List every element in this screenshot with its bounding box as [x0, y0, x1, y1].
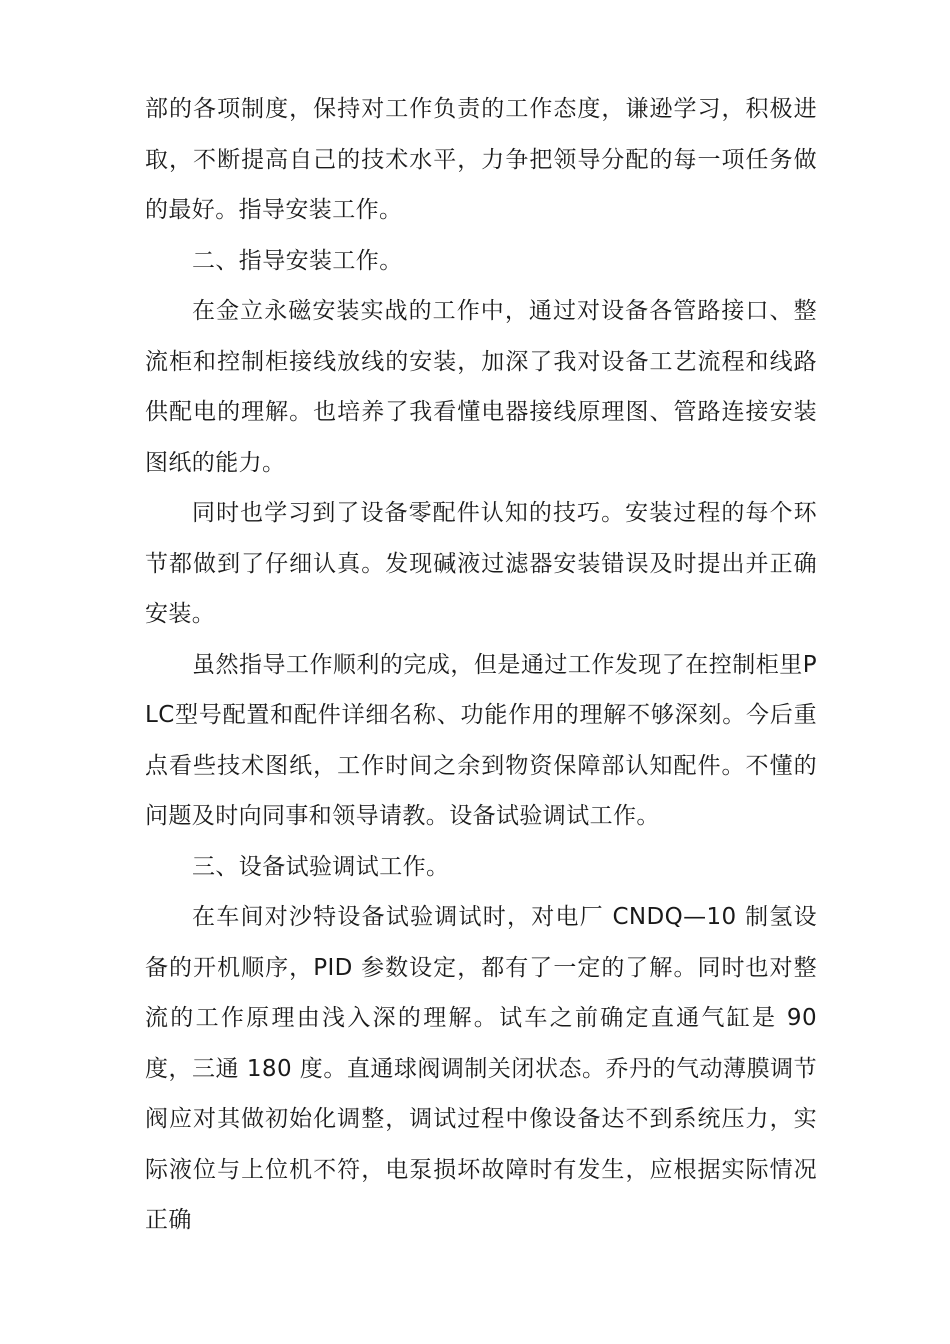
paragraph-3: 在金立永磁安装实战的工作中，通过对设备各管路接口、整流柜和控制柜接线放线的安装，加深了我对设备工艺流程和线路供配电的理解。也培养了我看懂电器接线原理图、管路连接安装图纸的能力。 — [145, 298, 817, 476]
paragraph-4: 同时也学习到了设备零配件认知的技巧。安装过程的每个环节都做到了仔细认真。发现碱液过滤器安装错误及时提出并正确安装。 — [145, 500, 817, 627]
paragraph-1: 部的各项制度，保持对工作负责的工作态度，谦逊学习，积极进取，不断提高自己的技术水平，力争把领导分配的每一项任务做的最好。指导安装工作。 — [145, 96, 817, 223]
paragraph-5: 虽然指导工作顺利的完成，但是通过工作发现了在控制柜里PLC型号配置和配件详细名称、功能作用的理解不够深刻。今后重点看些技术图纸，工作时间之余到物资保障部认知配件。不懂的问题及时向同事和领导请教。设备试验调试工作。 — [145, 651, 817, 829]
paragraph-7: 在车间对沙特设备试验调试时，对电厂 CNDQ—10 制氢设备的开机顺序，PID 参数设定，都有了一定的了解。同时也对整流的工作原理由浅入深的理解。试车之前确定直通气缸是 90 度，三通 180 度。直通球阀调制关闭状态。乔丹的气动薄膜调节阀应对其做初始化调整，调试过程中像设备达不到系统压力，实际液位与上位机不符，电泵损坏故障时有发生，应根据实际情况正确 — [145, 904, 817, 1233]
section-heading-3: 三、设备试验调试工作。 — [192, 853, 450, 880]
document-body — [145, 84, 817, 1246]
section-heading-2: 二、指导安装工作。 — [192, 247, 403, 274]
